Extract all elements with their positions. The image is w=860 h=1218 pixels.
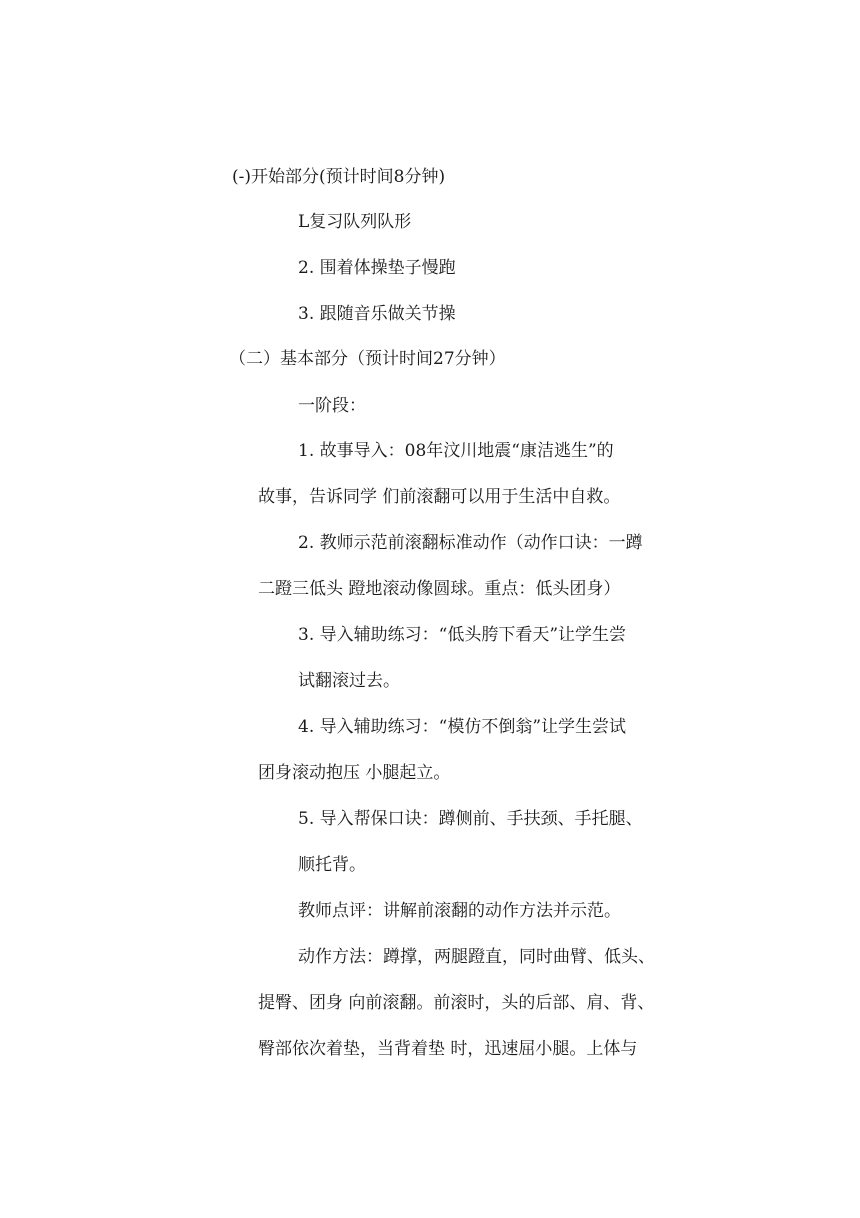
section-heading-start: (-)开始部分(预计时间8分钟) (232, 167, 446, 187)
section-heading-basic: （二）基本部分（预计时间27分钟） (229, 349, 506, 369)
list-item: 1. 故事导入：08年汶川地震“康洁逃生”的 (298, 441, 614, 461)
list-item: 5. 导入帮保口诀：蹲侧前、手扶颈、手托腿、 (298, 809, 643, 829)
list-item-continuation: 试翻滚过去。 (298, 671, 400, 691)
list-item-continuation: 二蹬三低头 蹬地滚动像圆球。重点：低头团身） (258, 579, 621, 599)
list-item: L复习队列队形 (298, 212, 412, 232)
list-item: 3. 导入辅助练习：“低头胯下看天”让学生尝 (298, 625, 627, 645)
paragraph-line: 提臀、团身 向前滚翻。前滚时，头的后部、肩、背、 (258, 993, 655, 1013)
paragraph-line: 动作方法：蹲撑，两腿蹬直，同时曲臂、低头、 (298, 947, 655, 967)
paragraph-line: 教师点评：讲解前滚翻的动作方法并示范。 (298, 901, 621, 921)
paragraph-line: 臀部依次着垫，当背着垫 时，迅速屈小腿。上体与 (258, 1039, 638, 1059)
list-item: 4. 导入辅助练习：“模仿不倒翁”让学生尝试 (298, 717, 627, 737)
list-item-continuation: 团身滚动抱压 小腿起立。 (258, 763, 451, 783)
list-item: 2. 围着体操垫子慢跑 (298, 258, 456, 278)
list-item-continuation: 故事，告诉同学 们前滚翻可以用于生活中自救。 (258, 487, 621, 507)
list-item: 3. 跟随音乐做关节操 (298, 304, 456, 324)
list-item: 2. 教师示范前滚翻标准动作（动作口诀：一蹲 (298, 533, 643, 553)
list-item-continuation: 顺托背。 (298, 855, 366, 875)
stage-heading: 一阶段： (298, 396, 366, 416)
